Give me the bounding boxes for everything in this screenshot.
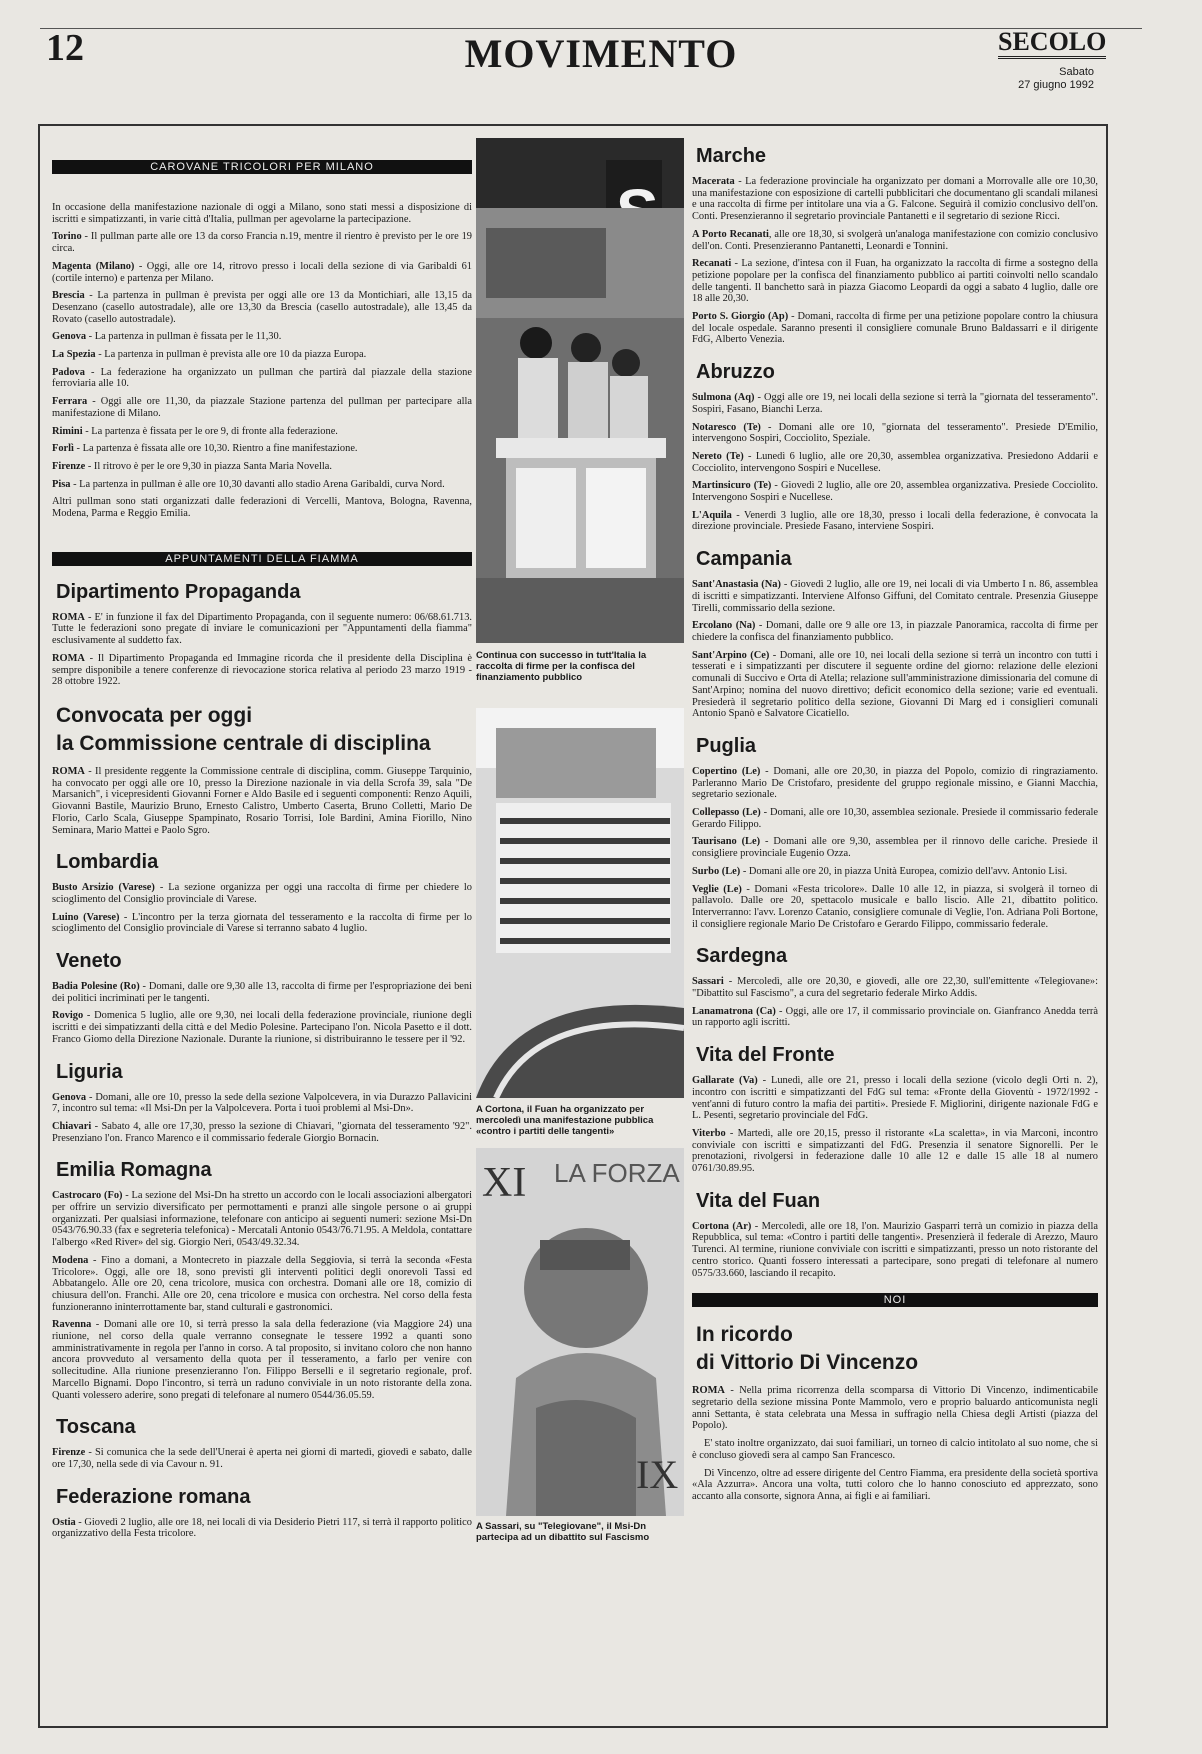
item-text: - La sezione organizza per oggi una raccolta di firme per chiedere lo scioglimento del Consiglio provinciale di Varese. (52, 882, 472, 905)
romana-list (52, 1517, 472, 1540)
emilia-list (52, 1190, 472, 1401)
veneto-list (52, 981, 472, 1046)
item-lead: Pisa (52, 478, 71, 490)
propaganda-lead-2: ROMA (52, 652, 85, 664)
item-lead: Recanati (692, 258, 732, 270)
list-item (692, 311, 1098, 346)
propaganda-paragraph-2 (52, 653, 472, 688)
list-item (52, 1092, 472, 1115)
list-item (692, 258, 1098, 305)
top-rule (40, 28, 1142, 29)
list-item (692, 229, 1098, 252)
item-text: - Mercoledì, alle ore 20,30, e giovedì, alle ore 22,30, sull'emittente «Telegiovane»: "Dibattito sul Fascismo", a cura del segretario federale Mirko Addis. (692, 976, 1098, 1000)
list-item (52, 396, 472, 419)
item-text: - Domenica 5 luglio, alle ore 9,30, nei locali della federazione provinciale, riunione degli iscritti e dei simpatizzanti della città e del Medio Polesine. Partecipano l'on. Nicola Pasetto e il dott. Franco Giomo della Direzione Nazionale. Durante la riunione, si distribuiranno le tessere per il '92. (52, 1010, 472, 1045)
puglia-heading: Puglia (696, 734, 757, 757)
item-text: - Giovedì 2 luglio, alle ore 20, assemblea organizzativa. Presiede Cocciolito. Intervengono Sospiri e Nucellese. (692, 480, 1098, 504)
list-item (692, 451, 1098, 474)
newspaper-logo: SECOLO (998, 28, 1106, 59)
list-item (692, 1221, 1098, 1280)
item-text: - La sezione del Msi-Dn ha stretto un accordo con le locali associazioni albergatori per offrire un servizio diversificato per permottamenti e pranzi alle singole persone o ai gruppi organizzati. Per qualsiasi informazione, telefonare con anticipo ai seguenti numeri: sezione Msi-Dn 0543/76.90.33 (fax e segreteria telefonica) - Mercatali Antonio 0543/76.71.95. A Meldola, contattare l'albergo «Red River» del sig. Giorgio Neri, 0543/49.32.34. (52, 1190, 472, 1249)
item-text: - Domani alle ore 10, "giornata del tesseramento". Presiede D'Emilio, intervengono Sospiri, Cocciolito, Speziale. (692, 421, 1098, 445)
item-text: - Oggi alle ore 11,30, da piazzale Stazione partenza del pullman per partecipare alla manifestazione di Milano. (52, 396, 472, 419)
item-lead: Chiavari (52, 1120, 92, 1132)
item-text: , alle ore 18,30, si svolgerà un'analoga manifestazione con comizio conclusivo dell'on. Conti. Presenzieranno Pantanetti, Leonardi e Tonnini. (692, 228, 1098, 252)
list-item (52, 349, 472, 361)
item-lead: Ercolano (Na) (692, 620, 756, 632)
noi-heading (696, 1321, 1098, 1377)
propaganda-heading: Dipartimento Propaganda (56, 580, 301, 603)
item-text: - Domani, alle ore 10, presso la sede della sezione Valpolcevera, in via Durazzo Pallavicini 7, incontro sul tema: «Il Msi-Dn per la Valpolcevera. Porta i tuoi problemi al Msi-Dn». (52, 1091, 472, 1115)
list-item (692, 976, 1098, 999)
list-item (52, 461, 472, 473)
item-lead: Rimini (52, 425, 83, 437)
item-text: - Oggi alle ore 19, nei locali della sezione si terrà la "giornata del tesseramento". Sospiri, Fasano, Bianchi Lerza. (692, 392, 1098, 415)
romana-heading: Federazione romana (56, 1485, 251, 1508)
liguria-list (52, 1092, 472, 1145)
list-item (52, 367, 472, 390)
campania-heading: Campania (696, 548, 792, 571)
item-lead: Firenze (52, 460, 86, 472)
photo-signatures (476, 138, 684, 643)
list-item (52, 479, 472, 491)
item-text: - La partenza in pullman è prevista per oggi alle ore 13 da Montichiari, alle 13,15 da Desenzano (casello autostradale), alle ore 13,30 da Brescia (casello autostradale), alle 13,45 da Rovato (casello autostradale). (52, 290, 472, 325)
list-item (52, 261, 472, 284)
carovane-intro: In occasione della manifestazione nazionale di oggi a Milano, sono stati messi a disposizione di iscritti e simpatizzanti, in varie città d'Italia, pullman per agevolarne la partecipazione. (52, 202, 472, 225)
list-item (52, 443, 472, 455)
propaganda-text-1: - E' in funzione il fax del Dipartimento Propaganda, con il seguente numero: 06/68.61.713. Tutte le federazioni sono pregate di inviare le comunicazioni per "Appuntamenti della fiamma" esclusivamente al suddetto fax. (52, 611, 472, 647)
photo-poster-image (476, 1148, 684, 1516)
list-item (692, 650, 1098, 720)
disciplina-heading-line-2: la Commissione centrale di disciplina (56, 731, 431, 755)
disciplina-lead: ROMA (52, 765, 85, 777)
carovane-list (52, 231, 472, 490)
item-text: - La partenza in pullman è fissata per le 11,30. (86, 331, 282, 343)
list-item (692, 422, 1098, 445)
item-lead: Firenze (52, 1447, 86, 1459)
item-lead: Modena (52, 1254, 89, 1266)
item-text: - Si comunica che la sede dell'Unerai è aperta nei giorni di martedì, giovedì e sabato, dalle ore 17,30, nella sede di via Cavour n. 91. (52, 1447, 472, 1470)
item-lead: Macerata (692, 176, 735, 187)
item-lead: Sant'Arpino (Ce) (692, 649, 770, 661)
poster-title: LA FORZA (554, 1158, 680, 1188)
item-text: - La partenza è fissata alle ore 10,30. Rientro a fine manifestazione. (73, 443, 358, 455)
item-text: - Domani, dalle ore 9,30 alle 13, raccolta di firme per l'espropriazione dei beni dei politici incriminati per le tangenti. (52, 981, 472, 1004)
fronte-heading: Vita del Fronte (696, 1044, 835, 1067)
list-item (692, 766, 1098, 801)
item-lead: L'Aquila (692, 509, 732, 521)
item-lead: Surbo (Le) (692, 865, 741, 877)
item-lead: Ferrara (52, 396, 88, 408)
list-item (692, 807, 1098, 830)
item-text: - Giovedì 2 luglio, alle ore 19, nei locali di via Umberto I n. 86, assemblea di iscritti e simpatizzanti. Interviene Alfonso Giffuni, del Comitato centrale. Presenzia Giuseppe Tirelli, commissario della sezione. (692, 579, 1098, 614)
fuan-heading: Vita del Fuan (696, 1189, 821, 1212)
list-item (52, 1319, 472, 1401)
item-lead: Notaresco (Te) (692, 421, 761, 433)
list-item (52, 1255, 472, 1314)
lombardia-heading: Lombardia (56, 851, 159, 874)
propaganda-paragraph-1 (52, 612, 472, 647)
item-lead: Genova (52, 1091, 87, 1103)
photo-signatures-image (476, 138, 684, 643)
list-item (52, 331, 472, 343)
item-text: - Il ritrovo è per le ore 9,30 in piazza Santa Maria Novella. (85, 460, 332, 472)
left-column (52, 160, 472, 1720)
section-title: MOVIMENTO (464, 31, 738, 76)
item-lead: Taurisano (Le) (692, 836, 761, 848)
noi-paragraph-1 (692, 1385, 1098, 1432)
item-lead: Forlì (52, 443, 74, 455)
toscana-heading: Toscana (56, 1416, 136, 1439)
list-item (692, 1075, 1098, 1122)
list-item (692, 1006, 1098, 1029)
list-item (692, 176, 1098, 223)
list-item (692, 836, 1098, 859)
item-text: - Domani, dalle ore 9 alle ore 13, in piazzale Panoramica, raccolta di firme per chiedere la confisca del finanziamento pubblico. (692, 620, 1098, 643)
carovane-outro: Altri pullman sono stati organizzati dalle federazioni di Vercelli, Mantova, Bologna, Ravenna, Modena, Parma e Reggio Emilia. (52, 496, 472, 520)
item-lead: Badia Polesine (Ro) (52, 981, 140, 993)
item-lead: Copertino (Le) (692, 765, 761, 777)
item-lead: A Porto Recanati (692, 228, 769, 240)
carovane-banner: CAROVANE TRICOLORI PER MILANO (52, 160, 472, 174)
item-text: - Domani alle ore 10, si terrà presso la sala della federazione (via Maggiore 24) una riunione, nel corso della quale verranno consegnate le tessere 1992 a quanti sono amministrativamente in regola per l'anno in corso. A tal proposito, si invitano coloro che non hanno ancora provveduto al versamento della quota per il tesseramento, a farlo per venire con sollecitudine. Alla riunione presenzieranno l'on. Filippo Berselli e il segretario regionale, prof. Marcello Bignami. Dopo l'incontro, si terrà un raduno conviviale in un noto ristorante della zona. Quanti volessero aderire, sono pregati di telefonare al numero 0544/36.05.59. (52, 1319, 472, 1401)
list-item (52, 231, 472, 254)
item-lead: Luino (Varese) (52, 911, 120, 923)
item-text: - Oggi, alle ore 17, il commissario provinciale on. Gianfranco Anedda terrà un rapporto agli iscritti. (692, 1005, 1098, 1029)
item-text: - La federazione ha organizzato un pullman che partirà dal piazzale della stazione ferroviaria alle 10. (52, 366, 472, 390)
list-item (52, 290, 472, 325)
abruzzo-list (692, 392, 1098, 533)
item-text: - Domani, raccolta di firme per una petizione popolare contro la chiusura del locale ospedale. Saranno presenti il consigliere comunale Bruno Baldassarri e il dirigente FdG, Alberto Venezia. (692, 311, 1098, 346)
fronte-list (692, 1075, 1098, 1175)
poster-numeral-top: XI (482, 1160, 527, 1206)
dateline-day: Sabato (1059, 66, 1094, 78)
item-text: - Oggi, alle ore 14, ritrovo presso i locali della sezione di via Garibaldi 61 (cortile interno) e partenza per Milano. (52, 260, 472, 284)
item-text: - Domani, alle ore 10, nei locali della sezione si terrà un incontro con tutti i tesserati e i simpatizzanti per discutere il seguente ordine del giorno: relazione delle elezioni comunali di Succivo e Orta di Atella; relazione sull'amministrazione dimissionaria del comune di Sant'Arpino; nomina del nuovo direttivo; deficit economico della sezione; varie ed eventuali. Presiederà il segretario politico della sezione, Giovanni Di Marg ed i consiglieri comunali Antonio Spanò e Salvatore Cicatiello. (692, 649, 1098, 720)
list-item (692, 480, 1098, 503)
list-item (52, 981, 472, 1004)
noi-text-1: - Nella prima ricorrenza della scomparsa di Vittorio Di Vincenzo, indimenticabile segretario della sezione missina Ponte Mammolo, vero e proprio baluardo anticomunista negli anni Settanta, è stata celebrata una Messa in suffragio nella Chiesa degli Artisti (piazza del Popolo). (692, 1385, 1098, 1432)
list-item (52, 1517, 472, 1540)
item-text: - Il pullman parte alle ore 13 da corso Francia n.19, mentre il rientro è previsto per le ore 19 circa. (52, 231, 472, 255)
list-item (52, 1190, 472, 1249)
fuan-list (692, 1221, 1098, 1280)
item-text: - Domani «Festa tricolore». Dalle 10 alle 12, in piazza, si svolgerà il torneo di pallavolo. Dalle ore 20, spettacolo musicale e ballo liscio. Alle 21, dibattito politico. Interverranno: l'avv. Lorenzo Catanio, consigliere comunale di Veglie, l'on. Adriana Poli Bortone, il consigliere regionale Mario De Cristofaro e Gerardo Filippo, commissario federale. (692, 883, 1098, 930)
list-item (52, 426, 472, 438)
list-item (52, 1010, 472, 1045)
item-text: - La partenza in pullman è alle ore 10,30 davanti allo stadio Arena Garibaldi, curva Nord. (70, 478, 445, 490)
item-text: - La partenza è fissata per le ore 9, di fronte alla federazione. (82, 425, 338, 437)
item-lead: Lanamatrona (Ca) (692, 1005, 776, 1017)
right-column (692, 144, 1098, 1719)
item-text: - La partenza in pullman è prevista alle ore 10 da piazza Europa. (95, 349, 367, 361)
item-lead: Gallarate (Va) (692, 1075, 758, 1087)
list-item (52, 882, 472, 905)
noi-heading-line-2: di Vittorio Di Vincenzo (696, 1351, 919, 1375)
item-text: - L'incontro per la terza giornata del tesseramento e la raccolta di firme per lo scioglimento del Consiglio provinciale di Varese si terranno sabato 4 luglio. (52, 911, 472, 935)
photo-cortona-image (476, 708, 684, 1098)
item-lead: Torino (52, 231, 82, 243)
propaganda-text-2: - Il Dipartimento Propaganda ed Immagine ricorda che il presidente della Disciplina è sempre disponibile a tenere conferenze di rievocazione storica relativa al periodo 23 marzo 1919 - 28 ottobre 1922. (52, 652, 472, 688)
item-lead: Padova (52, 366, 85, 378)
item-lead: Viterbo (692, 1127, 726, 1139)
list-item (52, 1447, 472, 1470)
item-text: - Venerdì 3 luglio, alle ore 18,30, presso i locali della federazione, è convocata la direzione provinciale. Presiede Fasano, interviene Sospiri. (692, 509, 1098, 533)
dateline (990, 66, 1094, 92)
marche-heading: Marche (696, 145, 767, 167)
noi-lead: ROMA (692, 1385, 725, 1397)
noi-paragraph-3: Di Vincenzo, oltre ad essere dirigente del Centro Fiamma, era presidente della società sportiva «Ala Azzurra». Ancora una volta, tutti coloro che lo hanno conosciuto ed apprezzato, sono accanto alla consorte, signora Anna, ai figli e ai familiari. (692, 1467, 1098, 1502)
item-text: - Domani alle ore 20, in piazza Unità Europea, comizio dell'avv. Antonio Lisi. (740, 865, 1068, 877)
item-lead: Sant'Anastasia (Na) (692, 579, 781, 591)
item-lead: La Spezia (52, 349, 96, 361)
poster-numeral-bottom: IX (636, 1452, 679, 1497)
item-lead: Busto Arsizio (Varese) (52, 882, 155, 894)
item-text: - Domani, alle ore 10,30, assemblea sezionale. Presiede il commissario federale Gerardo Filippo. (692, 807, 1098, 830)
photo-cortona (476, 708, 684, 1098)
appuntamenti-banner: APPUNTAMENTI DELLA FIAMMA (52, 552, 472, 566)
lombardia-list (52, 882, 472, 935)
item-text: - Domani alle ore 9,30, assemblea per il rinnovo delle cariche. Presiede il consigliere provinciale Eugenio Ozza. (692, 836, 1098, 860)
puglia-list (692, 766, 1098, 930)
item-text: - La sezione, d'intesa con il Fuan, ha organizzato la raccolta di firme a sostegno della petizione popolare per la confisca del finanziamento pubblico ai partiti coinvolti nello scandalo delle tangenti. Il banchetto sarà in piazza Giacomo Leopardi da oggi a sabato 4 luglio, dalle ore 18 alle 20,30. (692, 258, 1098, 305)
item-lead: Castrocaro (Fo) (52, 1190, 123, 1202)
caption-poster: A Sassari, su "Telegiovane", il Msi-Dn partecipa ad un dibattito sul Fascismo (476, 1521, 650, 1543)
emilia-heading: Emilia Romagna (56, 1159, 212, 1182)
item-lead: Rovigo (52, 1010, 84, 1022)
item-text: - Mercoledì, alle ore 18, l'on. Maurizio Gasparri terrà un comizio in piazza della Repubblica, sul tema: «Contro i partiti delle tangenti». Presenzierà il federale di Arezzo, Mauro Turenci. Al termine, riunione conviviale con iscritti e simpatizzanti, presso un noto ristorante del centro storico. Quanti fossero interessati a partecipare, sono pregati di telefonare al numero 0575/33.660, lasciando il recapito. (692, 1220, 1098, 1279)
item-lead: Veglie (Le) (692, 883, 742, 895)
list-item (692, 1128, 1098, 1175)
item-text: - Domani, alle ore 20,30, in piazza del Popolo, comizio di ringraziamento. Parleranno Mario De Cristofaro, presidente del gruppo regionale missino, e Gianni Macchia, segretario sezionale. (692, 765, 1098, 801)
photo-poster (476, 1148, 684, 1516)
disciplina-heading (56, 702, 472, 758)
veneto-heading: Veneto (56, 950, 122, 973)
item-lead: Genova (52, 331, 87, 343)
photo-column (476, 138, 684, 1718)
item-lead: Magenta (Milano) (52, 260, 135, 272)
content-frame (38, 124, 1108, 1728)
dateline-date: 27 giugno 1992 (1018, 79, 1094, 91)
disciplina-heading-line-1: Convocata per oggi (56, 703, 253, 727)
item-lead: Cortona (Ar) (692, 1220, 752, 1232)
noi-banner: NOI (692, 1293, 1098, 1307)
toscana-list (52, 1447, 472, 1470)
marche-list (692, 176, 1098, 346)
item-text: - Lunedì, alle ore 21, presso i locali della sezione (vicolo degli Orti n. 2), incontro con iscritti e simpatizzanti del FdG sul tema: «Fronte della Gioventù - 1972/1992 - vent'anni di futuro contro la mafia dei partiti». Presiede F. Migliorini, dirigente nazionale FdG e L. Pesenti, segretario provinciale del FdG. (692, 1075, 1098, 1122)
item-lead: Porto S. Giorgio (Ap) (692, 311, 789, 323)
noi-heading-line-1: In ricordo (696, 1323, 793, 1347)
caption-cortona: A Cortona, il Fuan ha organizzato per mercoledì una manifestazione pubblica «contro i partiti delle tangenti» (476, 1104, 654, 1137)
item-lead: Nereto (Te) (692, 450, 744, 462)
sardegna-list (692, 976, 1098, 1029)
item-lead: Sulmona (Aq) (692, 392, 755, 404)
noi-paragraph-2: E' stato inoltre organizzato, dai suoi familiari, un torneo di calcio intitolato al suo nome, che si è concluso giovedì sera al campo San Francesco. (692, 1438, 1098, 1461)
list-item (52, 912, 472, 935)
item-text: - Fino a domani, a Montecreto in piazzale della Seggiovia, si terrà la seconda «Festa Tricolore». Oggi, alle ore 18, sono previsti gli interventi politici degli onorevoli Tassi ed Abbatangelo. Alle ore 20, cena tricolore, musica con orchestra. Domani alle ore 18, comizio di chiusura dell'on. Franchi. Alle ore 20, cena tricolore e musica con orchestra. Nel corso della festa funzioneranno ininterrottamente bar, stand culturali e gastronomici. (52, 1254, 472, 1313)
sardegna-heading: Sardegna (696, 945, 788, 968)
abruzzo-heading: Abruzzo (696, 361, 775, 384)
list-item (692, 620, 1098, 643)
item-text: - La federazione provinciale ha organizzato per domani a Morrovalle alle ore 10,30, una manifestazione con esposizione di cartelli pubblicitari che documentano gli scandali milanesi e una raccolta di firme per intitolare una via a G. Falcone. Seguirà il comizio conclusivo dell'on. Conti. Presenzieranno il segretario provinciale Pantanetti e il segretario di sezione Ricci. (692, 176, 1098, 223)
disciplina-text: - Il presidente reggente la Commissione centrale di disciplina, comm. Giuseppe Tarquinio, ha convocato per oggi alle ore 10, presso la Direzione nazionale in via della Scrofa 39, sala "De Marsanich", i vicepresidenti Giovanni Forner e Aldo Basile ed i seguenti componenti: Renzo Aquili, Giovanni Bastile, Maurizio Bruno, Ernesto Calistro, Umberto Caserta, Bruno Colletti, Mario De Florio, Carlo Scala, Giuseppe Spampinato, Rosario Torrisi, Iole Bardini, Amina Fiorillo, Nino Seminara, Mario Mattei e Paolo Sgro. (52, 765, 472, 836)
propaganda-lead-1: ROMA (52, 611, 85, 623)
list-item (52, 1121, 472, 1144)
list-item (692, 579, 1098, 614)
list-item (692, 884, 1098, 931)
item-text: - Lunedì 6 luglio, alle ore 20,30, assemblea organizzativa. Presiedono Addarii e Cocciolito, intervengono Sospiri e Nucellese. (692, 450, 1098, 474)
item-text: - Sabato 4, alle ore 17,30, presso la sezione di Chiavari, "giornata del tesseramento '92". Presenziano l'on. Franco Marenco e il commissario federale Giorgio Bornacin. (52, 1120, 472, 1144)
item-text: - Martedì, alle ore 20,15, presso il ristorante «La scaletta», in via Marconi, incontro conviviale con iscritti e simpatizzanti del FdG. Presenzia il senatore Signorelli. Per le prenotazioni, rivolgersi in federazione dalle 10 alle 12 e dalle 15 alle 18 al numero 0761/30.89.95. (692, 1127, 1098, 1175)
page-number: 12 (46, 27, 84, 69)
item-lead: Sassari (692, 976, 724, 988)
item-lead: Collepasso (Le) (692, 807, 761, 819)
item-lead: Martinsicuro (Te) (692, 480, 772, 492)
item-lead: Ravenna (52, 1319, 92, 1331)
list-item (692, 866, 1098, 878)
item-lead: Brescia (52, 290, 85, 302)
liguria-heading: Liguria (56, 1060, 123, 1083)
item-text: - Giovedì 2 luglio, alle ore 18, nei locali di via Desiderio Pietri 117, si terrà il rapporto politico organizzativo della Festa tricolore. (52, 1516, 472, 1540)
list-item (692, 392, 1098, 415)
caption-signatures: Continua con successo in tutt'Italia la raccolta di firme per la confisca del finanziamento pubblico (476, 650, 647, 683)
item-lead: Ostia (52, 1516, 76, 1528)
campania-list (692, 579, 1098, 720)
disciplina-paragraph (52, 766, 472, 836)
list-item (692, 510, 1098, 533)
